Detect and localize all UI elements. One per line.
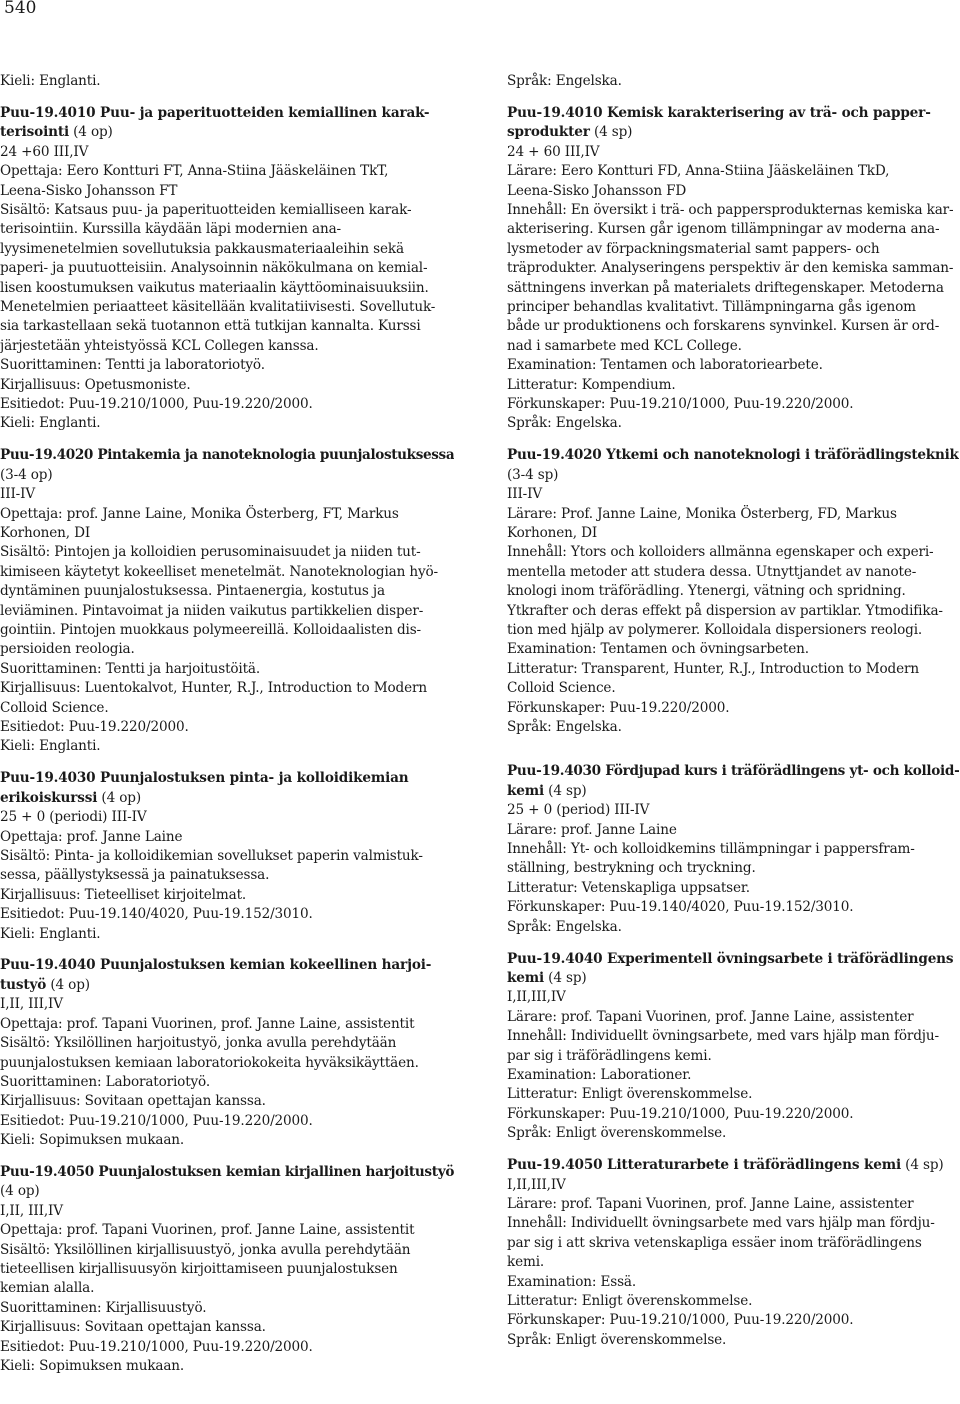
text-line — [0, 925, 454, 944]
line-text: Examination: Essä. — [507, 1273, 637, 1290]
line-text: Litteratur: Enligt överenskommelse. — [507, 1086, 753, 1103]
block-spacer — [507, 434, 959, 447]
line-text: I,II, III,IV — [0, 1202, 63, 1219]
text-line — [507, 1273, 959, 1292]
line-text: Sisältö: Yksilöllinen kirjallisuustyö, jonka avulla perehdytään — [0, 1241, 411, 1258]
text-line — [507, 679, 959, 698]
text-line — [0, 1034, 454, 1053]
line-text: I,II, III,IV — [0, 996, 63, 1013]
line-text: Opettaja: prof. Tapani Vuorinen, prof. Janne Laine, assistentit — [0, 1015, 415, 1032]
course-title: Puu-19.4040 Puunjalostuksen kemian kokeellinen harjoi- — [0, 957, 432, 974]
text-line — [507, 1066, 959, 1085]
text-line — [0, 976, 454, 995]
line-text: lysmetoder av förpackningsmaterial samt pappers- och — [507, 240, 880, 257]
text-line — [507, 699, 959, 718]
block-spacer — [0, 434, 454, 447]
block-spacer — [507, 750, 959, 763]
text-line — [0, 1015, 454, 1034]
text-line — [0, 376, 454, 395]
line-text: Esitiedot: Puu-19.140/4020, Puu-19.152/3010. — [0, 906, 313, 923]
text-line — [507, 104, 959, 123]
text-line — [0, 769, 454, 788]
text-line — [507, 376, 959, 395]
text-line — [507, 466, 959, 485]
text-line — [507, 1047, 959, 1066]
left-column-finnish — [0, 72, 454, 1377]
course-title: terisointi — [0, 124, 69, 141]
line-text: Innehåll: En översikt i trä- och pappersprodukternas kemiska kar- — [507, 201, 954, 218]
text-line — [507, 950, 959, 969]
text-line — [507, 543, 959, 562]
text-line — [0, 317, 454, 336]
line-text: Sisältö: Pintojen ja kolloidien perusominaisuudet ja niiden tut- — [0, 544, 421, 561]
line-text: Opettaja: Eero Kontturi FT, Anna-Stiina Jääskeläinen TkT, — [0, 163, 389, 180]
text-line — [507, 1124, 959, 1143]
line-text: Lärare: prof. Tapani Vuorinen, prof. Janne Laine, assistenter — [507, 1008, 914, 1025]
line-text: Leena-Sisko Johansson FT — [0, 182, 178, 199]
line-text: (4 op) — [0, 1183, 40, 1200]
text-line — [0, 828, 454, 847]
text-line — [0, 279, 454, 298]
line-text: (4 sp) — [589, 124, 633, 141]
text-line — [507, 395, 959, 414]
text-line — [0, 182, 454, 201]
text-line — [0, 1260, 454, 1279]
line-text: gointiin. Pintojen muokkaus polymeereillä. Kolloidaalisten dis- — [0, 621, 421, 638]
text-line — [0, 505, 454, 524]
block-spacer — [0, 1151, 454, 1164]
course-title: Puu-19.4020 Ytkemi och nanoteknologi i träförädlingsteknik — [507, 447, 959, 464]
line-text: Lärare: prof. Tapani Vuorinen, prof. Janne Laine, assistenter — [507, 1195, 914, 1212]
line-text: (4 op) — [97, 789, 141, 806]
text-line — [0, 1318, 454, 1337]
text-line — [0, 866, 454, 885]
text-line — [0, 395, 454, 414]
text-line — [0, 240, 454, 259]
line-text: Litteratur: Enligt överenskommelse. — [507, 1292, 753, 1309]
text-line — [0, 1163, 454, 1182]
line-text: Esitiedot: Puu-19.220/2000. — [0, 719, 189, 735]
line-text: lyysimenetelmien sovellutuksia pakkausmateriaaleihin sekä — [0, 240, 404, 257]
page-number: 540 — [4, 0, 37, 18]
text-line — [507, 821, 959, 840]
line-text: mentella metoder att studera dessa. Utnyttjandet av nanote- — [507, 563, 917, 580]
block-spacer — [0, 91, 454, 104]
line-text: tion med hjälp av polymerer. Kolloidala dispersioners reologi. — [507, 621, 923, 638]
text-line — [507, 143, 959, 162]
line-text: Opettaja: prof. Tapani Vuorinen, prof. Janne Laine, assistentit — [0, 1222, 415, 1239]
line-text: Ytkrafter och deras effekt på dispersion av partiklar. Ytmodifika- — [507, 602, 943, 619]
line-text: Litteratur: Vetenskapliga uppsatser. — [507, 879, 750, 896]
text-line — [507, 988, 959, 1007]
line-text: Språk: Enligt överenskommelse. — [507, 1331, 727, 1348]
line-text: Kieli: Englanti. — [0, 73, 101, 89]
text-line — [0, 1182, 454, 1201]
text-line — [0, 699, 454, 718]
block-spacer — [507, 737, 959, 750]
text-line — [507, 563, 959, 582]
line-text: Menetelmien periaatteet käsitellään kvalitatiivisesti. Sovellutuk- — [0, 298, 436, 315]
line-text: (4 op) — [68, 124, 113, 141]
text-line — [507, 298, 959, 317]
course-title: kemi — [507, 969, 545, 986]
block-spacer — [507, 91, 959, 104]
text-line — [0, 123, 454, 142]
course-entry — [507, 446, 959, 737]
right-column-swedish — [507, 72, 959, 1350]
text-line — [507, 505, 959, 524]
line-text: Lärare: Eero Kontturi FD, Anna-Stiina Jääskeläinen TkD, — [507, 163, 890, 180]
line-text: kemi. — [507, 1254, 545, 1271]
text-line — [0, 1202, 454, 1221]
text-line — [0, 808, 454, 827]
course-title: erikoiskurssi — [0, 789, 98, 806]
line-text: Litteratur: Transparent, Hunter, R.J., Introduction to Modern — [507, 660, 919, 677]
line-text: Kirjallisuus: Luentokalvot, Hunter, R.J., Introduction to Modern — [0, 680, 427, 697]
line-text: (3-4 sp) — [507, 466, 559, 483]
text-line — [507, 1311, 959, 1330]
line-text: 25 + 0 (periodi) III-IV — [0, 809, 147, 826]
course-entry — [507, 1156, 959, 1350]
text-line — [0, 1357, 454, 1376]
text-line — [0, 1279, 454, 1298]
line-text: järjestetään yhteistyössä KCL Collegen kanssa. — [0, 337, 319, 354]
text-line — [507, 1234, 959, 1253]
line-text: Kirjallisuus: Opetusmoniste. — [0, 376, 191, 393]
line-text: Examination: Tentamen och laboratoriearbete. — [507, 357, 823, 374]
text-line — [0, 956, 454, 975]
line-text: Kieli: Englanti. — [0, 738, 101, 755]
line-text: Förkunskaper: Puu-19.210/1000, Puu-19.220/2000. — [507, 1312, 854, 1329]
course-entry — [0, 956, 454, 1150]
line-text: kemian alalla. — [0, 1280, 95, 1297]
text-line — [0, 143, 454, 162]
text-line — [0, 466, 454, 485]
line-text: Innehåll: Yt- och kolloidkemins tillämpningar i pappersfram- — [507, 841, 915, 858]
text-line — [0, 524, 454, 543]
text-line — [507, 317, 959, 336]
line-text: Innehåll: Individuellt övningsarbete, med vars hjälp man fördju- — [507, 1028, 939, 1045]
text-line — [507, 279, 959, 298]
line-text: (4 sp) — [544, 782, 587, 799]
text-line — [507, 1331, 959, 1350]
line-text: puunjalostuksen kemiaan laboratoriokokeita hyväksikäyttäen. — [0, 1054, 419, 1071]
line-text: akterisering. Kursen går igenom tillämpningar av moderna ana- — [507, 221, 940, 238]
course-entry — [507, 762, 959, 937]
text-line — [507, 879, 959, 898]
line-text: Kirjallisuus: Sovitaan opettajan kanssa. — [0, 1093, 266, 1110]
text-line — [0, 602, 454, 621]
text-line — [0, 582, 454, 601]
line-text: Leena-Sisko Johansson FD — [507, 182, 687, 199]
line-text: (3-4 op) — [0, 466, 53, 483]
line-text: Suorittaminen: Kirjallisuustyö. — [0, 1299, 207, 1316]
line-text: Examination: Laborationer. — [507, 1067, 692, 1083]
text-line — [507, 1008, 959, 1027]
line-text: Colloid Science. — [0, 699, 109, 716]
text-line — [0, 737, 454, 756]
line-text: 25 + 0 (period) III-IV — [507, 802, 650, 819]
text-line — [507, 918, 959, 937]
text-line — [507, 1027, 959, 1046]
text-line — [0, 886, 454, 905]
line-text: Språk: Engelska. — [507, 415, 622, 432]
line-text: Kieli: Englanti. — [0, 925, 101, 942]
text-line — [507, 621, 959, 640]
course-title: sprodukter — [507, 124, 590, 141]
line-text: både ur produktionens och forskarens synvinkel. Kursen är ord- — [507, 318, 940, 335]
text-line — [0, 1092, 454, 1111]
line-text: terisointiin. Kurssilla käydään läpi modernien ana- — [0, 221, 341, 238]
course-title: kemi — [507, 782, 545, 799]
line-text: Språk: Engelska. — [507, 918, 622, 935]
text-line — [507, 782, 959, 801]
line-text: paperi- ja puutuotteisiin. Analysoinnin näkökulmana on kemial- — [0, 260, 428, 277]
line-text: Språk: Engelska. — [507, 73, 622, 89]
line-text: Kirjallisuus: Tieteelliset kirjoitelmat. — [0, 886, 247, 903]
text-line — [507, 162, 959, 181]
text-line — [0, 1054, 454, 1073]
line-text: Korhonen, DI — [507, 524, 598, 541]
line-text: lisen koostumuksen vaikutus materiaalin käyttöominaisuuksiin. — [0, 279, 429, 296]
line-text: (4 sp) — [544, 969, 587, 986]
text-line — [507, 898, 959, 917]
line-text: Litteratur: Kompendium. — [507, 376, 676, 393]
course-title: Puu-19.4020 Pintakemia ja nanoteknologia puunjalostuksessa — [0, 447, 454, 464]
text-line — [507, 859, 959, 878]
line-text: Sisältö: Pinta- ja kolloidikemian sovellukset paperin valmistuk- — [0, 847, 423, 864]
text-line — [507, 1105, 959, 1124]
line-text: träprodukter. Analyseringens perspektiv är den kemiska samman- — [507, 260, 954, 277]
text-line — [507, 969, 959, 988]
text-line — [0, 201, 454, 220]
line-text: Esitiedot: Puu-19.210/1000, Puu-19.220/2000. — [0, 396, 313, 412]
line-text: kimiseen käytetyt kokeelliset menetelmät. Nanoteknologian hyö- — [0, 563, 438, 580]
line-text: III-IV — [0, 486, 35, 503]
course-entry — [0, 446, 454, 757]
text-line — [0, 718, 454, 737]
text-line — [0, 621, 454, 640]
text-line — [0, 640, 454, 659]
line-text: Opettaja: prof. Janne Laine, Monika Österberg, FT, Markus — [0, 505, 399, 522]
line-text: Språk: Enligt överenskommelse. — [507, 1125, 727, 1142]
text-line — [507, 1253, 959, 1272]
line-text: Lärare: prof. Janne Laine — [507, 821, 677, 838]
text-line — [0, 660, 454, 679]
line-text: sättningens inverkan på materialets driftegenskaper. Metoderna — [507, 279, 944, 296]
text-line — [0, 543, 454, 562]
text-line — [507, 182, 959, 201]
line-text: Kieli: Sopimuksen mukaan. — [0, 1358, 185, 1375]
text-line — [507, 201, 959, 220]
text-line — [507, 762, 959, 781]
text-line — [0, 337, 454, 356]
text-line — [507, 801, 959, 820]
line-text: sia tarkastellaan sekä tuotannon että tutkijan kannalta. Kurssi — [0, 318, 421, 335]
line-text: (4 op) — [46, 976, 90, 993]
line-text: par sig i träförädlingens kemi. — [507, 1047, 712, 1064]
line-text: 24 + 60 III,IV — [507, 143, 600, 160]
line-text: principer behandlas kvalitativt. Tillämpningarna gås igenom — [507, 298, 916, 315]
text-line — [507, 1292, 959, 1311]
text-line — [507, 840, 959, 859]
text-line — [0, 563, 454, 582]
line-text: knologi inom träförädling. Ytenergi, vätning och spridning. — [507, 583, 906, 600]
line-text: par sig i att skriva vetenskapliga essäer inom träförädlingens — [507, 1234, 922, 1251]
text-line — [0, 446, 454, 465]
line-text: I,II,III,IV — [507, 989, 566, 1006]
text-line — [0, 1073, 454, 1092]
text-line — [0, 679, 454, 698]
text-line — [0, 162, 454, 181]
line-text: Esitiedot: Puu-19.210/1000, Puu-19.220/2000. — [0, 1338, 313, 1355]
block-spacer — [507, 937, 959, 950]
line-text: Förkunskaper: Puu-19.140/4020, Puu-19.152/3010. — [507, 899, 854, 916]
line-text: nad i samarbete med KCL College. — [507, 337, 742, 354]
course-title: Puu-19.4030 Fördjupad kurs i träförädlingens yt- och kolloid- — [507, 763, 959, 780]
text-line — [0, 1241, 454, 1260]
text-line — [0, 259, 454, 278]
text-line — [507, 524, 959, 543]
text-line — [507, 1195, 959, 1214]
block-spacer — [507, 1144, 959, 1157]
line-text: Kirjallisuus: Sovitaan opettajan kanssa. — [0, 1319, 266, 1336]
course-entry — [0, 1163, 454, 1376]
text-line — [507, 602, 959, 621]
text-line — [507, 414, 959, 433]
line-text: Sisältö: Katsaus puu- ja paperituotteiden kemialliseen karak- — [0, 201, 412, 218]
line-text: sessa, päällystyksessä ja painatuksessa. — [0, 867, 270, 884]
text-line — [507, 660, 959, 679]
text-line — [507, 72, 959, 91]
text-line — [507, 1176, 959, 1195]
line-text: Lärare: Prof. Janne Laine, Monika Österberg, FD, Markus — [507, 505, 897, 522]
line-text: Innehåll: Individuellt övningsarbete med vars hjälp man fördju- — [507, 1215, 935, 1232]
text-line — [0, 1299, 454, 1318]
text-line — [507, 337, 959, 356]
course-entry — [507, 950, 959, 1144]
line-text: Förkunskaper: Puu-19.220/2000. — [507, 699, 730, 716]
line-text: ställning, bestrykning och tryckning. — [507, 860, 756, 877]
line-text: Korhonen, DI — [0, 524, 91, 541]
line-text: leviäminen. Pintavoimat ja niiden vaikutus partikkelien disper- — [0, 602, 424, 619]
course-title: Puu-19.4010 Kemisk karakterisering av trä- och papper- — [507, 104, 931, 121]
line-text: Innehåll: Ytors och kolloiders allmänna egenskaper och experi- — [507, 544, 934, 561]
course-entry — [0, 104, 454, 434]
course-title: tustyö — [0, 976, 47, 993]
line-text: Examination: Tentamen och övningsarbeten. — [507, 641, 809, 658]
text-line — [0, 1221, 454, 1240]
line-text: Förkunskaper: Puu-19.210/1000, Puu-19.220/2000. — [507, 396, 854, 412]
course-title: Puu-19.4040 Experimentell övningsarbete i träförädlingens — [507, 950, 954, 967]
line-text: Esitiedot: Puu-19.210/1000, Puu-19.220/2000. — [0, 1112, 313, 1129]
course-entry — [0, 769, 454, 944]
line-text: Suorittaminen: Laboratoriotyö. — [0, 1073, 211, 1090]
line-text: Språk: Engelska. — [507, 719, 622, 735]
text-line — [0, 104, 454, 123]
course-entry — [507, 104, 959, 434]
text-line — [507, 240, 959, 259]
text-line — [0, 1112, 454, 1131]
text-line — [0, 356, 454, 375]
line-text: Förkunskaper: Puu-19.210/1000, Puu-19.220/2000. — [507, 1105, 854, 1122]
text-line — [0, 220, 454, 239]
text-line — [507, 1214, 959, 1233]
line-text: Kieli: Englanti. — [0, 415, 101, 432]
text-line — [507, 259, 959, 278]
text-line — [507, 356, 959, 375]
line-text: persioiden reologia. — [0, 641, 135, 658]
text-line — [0, 905, 454, 924]
text-line — [507, 123, 959, 142]
text-line — [0, 1131, 454, 1150]
course-entry — [0, 72, 454, 91]
line-text: I,II,III,IV — [507, 1176, 566, 1193]
line-text: Sisältö: Yksilöllinen harjoitustyö, jonka avulla perehdytään — [0, 1035, 397, 1052]
text-line — [0, 298, 454, 317]
block-spacer — [0, 944, 454, 957]
text-line — [0, 414, 454, 433]
course-entry — [507, 72, 959, 91]
text-line — [507, 446, 959, 465]
text-line — [507, 640, 959, 659]
text-line — [507, 485, 959, 504]
block-spacer — [0, 757, 454, 770]
text-line — [507, 220, 959, 239]
text-line — [507, 718, 959, 737]
line-text: dyntäminen puunjalostuksessa. Pintaenergia, kostutus ja — [0, 583, 385, 600]
text-line — [507, 1085, 959, 1104]
text-line — [507, 1156, 959, 1175]
line-text: Suorittaminen: Tentti ja laboratoriotyö. — [0, 357, 265, 374]
line-text: 24 +60 III,IV — [0, 143, 89, 160]
course-title: Puu-19.4010 Puu- ja paperituotteiden kemiallinen karak- — [0, 104, 430, 121]
course-title: Puu-19.4050 Puunjalostuksen kemian kirjallinen harjoitustyö — [0, 1164, 454, 1181]
text-line — [0, 485, 454, 504]
line-text: Suorittaminen: Tentti ja harjoitustöitä. — [0, 660, 261, 677]
line-text: Colloid Science. — [507, 680, 616, 697]
line-text: tieteellisen kirjallisuusyön kirjoittamiseen puunjalostuksen — [0, 1261, 398, 1278]
text-line — [0, 789, 454, 808]
text-line — [0, 72, 454, 91]
text-line — [0, 1338, 454, 1357]
text-line — [507, 582, 959, 601]
course-title: Puu-19.4050 Litteraturarbete i träförädlingens kemi — [507, 1157, 901, 1174]
line-text: III-IV — [507, 486, 542, 503]
text-line — [0, 995, 454, 1014]
text-line — [0, 847, 454, 866]
line-text: Kieli: Sopimuksen mukaan. — [0, 1132, 185, 1149]
course-title: Puu-19.4030 Puunjalostuksen pinta- ja kolloidikemian — [0, 770, 409, 787]
line-text: (4 sp) — [901, 1157, 944, 1174]
line-text: Opettaja: prof. Janne Laine — [0, 828, 183, 845]
